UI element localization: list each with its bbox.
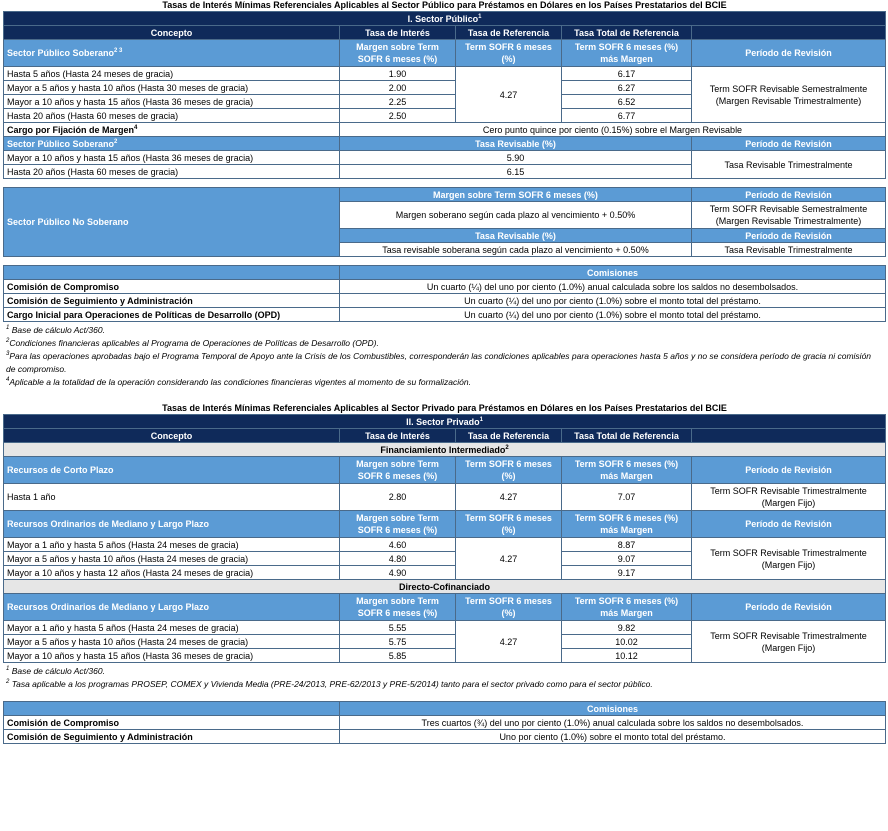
soberano2-label: Sector Público Soberano$^2$ <box>4 137 340 151</box>
table-row: Mayor a 1 año y hasta 5 años (Hasta 24 meses de gracia) 4.60 4.27 8.87 Term SOFR Revisable Trimestralmente (Margen Fijo) <box>4 538 886 552</box>
note: $^3$Para las operaciones aprobadas bajo el Programa Temporal de Apoyo ante la Crisis de los Combustibles, corresponderán las condiciones aplicables para operaciones hasta 5 años y no se considera período de gracia ni comisión de compromiso. <box>6 351 872 374</box>
private-rates-table: Tasas de Interés Mínimas Referenciales Aplicables al Sector Privado para Préstamos en Dólares en los Países Prestatarios del BCIE II. Sector Privado$^1$ Concepto Tasa de Interés Tasa de Referencia Tasa Total de Referencia Financiamiento Intermediado$^2$ Recursos de Corto Plazo Margen sobre Term SOFR 6 meses (%) Term SOFR 6 meses (%) Term SOFR 6 meses (%) más Margen Período de Revisión Hasta 1 año 2.80 4.27 7.07 Term SOFR Revisable Trimestralmente (Margen Fijo) Recursos Ordinarios de Mediano y Largo Plazo Margen sobre Term SOFR 6 meses (%) Term SOFR 6 meses (%) Term SOFR 6 meses (%) más Margen Período de Revisión Mayor a 1 año y hasta 5 años (Hasta 24 meses de gracia) 4.60 4.27 8.87 Term SOFR Revisable Trimestralmente (Margen Fijo) Mayor a 5 años y hasta 10 años (Hasta 24 meses de gracia) 4.80 9.07 Mayor a 10 años y hasta 12 años (Hasta 24 meses de gracia) 4.90 9.17 Directo-Cofinanciado Recursos Ordinarios de Mediano y Largo Plazo Margen sobre Term SOFR 6 meses (%) Term SOFR 6 meses (%) Term SOFR 6 meses (%) más Margen Período de Revisión Mayor a 1 año y hasta 5 años (Hasta 24 meses de gracia) 5.55 4.27 9.82 Term SOFR Revisable Trimestralmente (Margen Fijo) Mayor a 5 años y hasta 10 años (Hasta 24 meses de gracia) 5.75 10.02 Mayor a 10 años y hasta 15 años (Hasta 36 meses de gracia) 5.85 10.12 <box>3 403 886 663</box>
public-comisiones-header: Comisiones <box>340 266 886 280</box>
note: $^2$ Tasa aplicable a los programas PROSEP, COMEX y Vivienda Media (PRE-24/2013, PRE-62/2013 y PRE-5/2014) tanto para el sector privado como para el sector público. <box>6 679 653 689</box>
table-row: Mayor a 1 año y hasta 5 años (Hasta 24 meses de gracia) 5.55 4.27 9.82 Term SOFR Revisable Trimestralmente (Margen Fijo) <box>4 621 886 635</box>
note: $^2$Condiciones financieras aplicables al Programa de Operaciones de Políticas de Desarrollo (OPD). <box>6 338 379 348</box>
directo-header: Directo-Cofinanciado <box>4 580 886 594</box>
soberano2-period-value: Tasa Revisable Trimestralmente <box>692 151 886 179</box>
soberano-col-ref: Term SOFR 6 meses (%) <box>456 40 562 67</box>
header-blank <box>692 26 886 40</box>
public-notes <box>6 324 876 389</box>
header-tasa: Tasa de Interés <box>340 26 456 40</box>
corto-label: Recursos de Corto Plazo <box>4 457 340 484</box>
table-row: Mayor a 10 años y hasta 15 años (Hasta 36 meses de gracia) 2.25 6.52 <box>4 95 886 109</box>
public-rates-table <box>3 0 886 179</box>
private-notes <box>6 665 876 691</box>
nosoberano-col-rate: Tasa Revisable (%) <box>340 229 692 243</box>
nosoberano-label: Sector Público No Soberano <box>4 188 340 257</box>
ordinarios1-label: Recursos Ordinarios de Mediano y Largo Plazo <box>4 511 340 538</box>
nosoberano-table <box>3 187 886 257</box>
private-section-header: II. Sector Privado$^1$ <box>4 415 886 429</box>
soberano-period-value: Term SOFR Revisable Semestralmente (Margen Revisable Trimestralmente) <box>692 67 886 123</box>
cargo-value: Cero punto quince por ciento (0.15%) sobre el Margen Revisable <box>340 123 886 137</box>
nosoberano-rate-value: Tasa revisable soberana según cada plazo al vencimiento + 0.50% <box>340 243 692 257</box>
private-title: Tasas de Interés Mínimas Referenciales Aplicables al Sector Privado para Préstamos en Dólares en los Países Prestatarios del BCIE <box>162 403 727 413</box>
table-row: Comisión de Compromiso Tres cuartos (¾) del uno por ciento (1.0%) anual calculada sobre los saldos no desembolsados. <box>4 716 886 730</box>
header-concepto: Concepto <box>4 26 340 40</box>
cargo-row: Cargo por Fijación de Margen$^4$ Cero punto quince por ciento (0.15%) sobre el Margen Revisable <box>4 123 886 137</box>
table-row: Hasta 20 años (Hasta 60 meses de gracia) 6.15 <box>4 165 886 179</box>
header-referencia: Tasa de Referencia <box>456 26 562 40</box>
table-row: Mayor a 10 años y hasta 15 años (Hasta 36 meses de gracia) 5.90 Tasa Revisable Trimestralmente <box>4 151 886 165</box>
note: $^1$ Base de cálculo Act/360. <box>6 666 105 676</box>
table-row: Mayor a 5 años y hasta 10 años (Hasta 30 meses de gracia) 2.00 6.27 <box>4 81 886 95</box>
soberano-label: Sector Público Soberano$^{2 3}$ <box>4 40 340 67</box>
table-row: Hasta 1 año 2.80 4.27 7.07 Term SOFR Revisable Trimestralmente (Margen Fijo) <box>4 484 886 511</box>
soberano-col-total: Term SOFR 6 meses (%) más Margen <box>562 40 692 67</box>
table-row: Mayor a 10 años y hasta 12 años (Hasta 24 meses de gracia) 4.90 9.17 <box>4 566 886 580</box>
table-row: Comisión de Seguimiento y Administración Uno por ciento (1.0%) sobre el monto total del préstamo. <box>4 730 886 744</box>
nosoberano-margin-value: Margen soberano según cada plazo al vencimiento + 0.50% <box>340 202 692 229</box>
table-row: Mayor a 10 años y hasta 15 años (Hasta 36 meses de gracia) 5.85 10.12 <box>4 649 886 663</box>
note: $^1$ Base de cálculo Act/360. <box>6 325 105 335</box>
table-row: Hasta 5 años (Hasta 24 meses de gracia) 1.90 4.27 6.17 Term SOFR Revisable Semestralmente (Margen Revisable Trimestralmente) <box>4 67 886 81</box>
table-row: Mayor a 5 años y hasta 10 años (Hasta 24 meses de gracia) 4.80 9.07 <box>4 552 886 566</box>
table-row: Comisión de Compromiso Un cuarto (¼) del uno por ciento (1.0%) anual calculada sobre los saldos no desembolsados. <box>4 280 886 294</box>
header-total: Tasa Total de Referencia <box>562 26 692 40</box>
soberano2-col-rate: Tasa Revisable (%) <box>340 137 692 151</box>
table-row: Comisión de Seguimiento y Administración Un cuarto (¼) del uno por ciento (1.0%) sobre el monto total del préstamo. <box>4 294 886 308</box>
soberano-col-period: Período de Revisión <box>692 40 886 67</box>
intermediado-header: Financiamiento Intermediado$^2$ <box>4 443 886 457</box>
table-row: Cargo Inicial para Operaciones de Políticas de Desarrollo (OPD) Un cuarto (¼) del uno por ciento (1.0%) sobre el monto total del préstamo. <box>4 308 886 322</box>
table-row: Mayor a 5 años y hasta 10 años (Hasta 24 meses de gracia) 5.75 10.02 <box>4 635 886 649</box>
private-comisiones-header: Comisiones <box>340 702 886 716</box>
ordinarios2-label: Recursos Ordinarios de Mediano y Largo Plazo <box>4 594 340 621</box>
nosoberano-period-value: Term SOFR Revisable Semestralmente (Margen Revisable Trimestralmente) <box>692 202 886 229</box>
nosoberano-col-period: Período de Revisión <box>692 188 886 202</box>
soberano-ref-value: 4.27 <box>456 67 562 123</box>
table-row: Hasta 20 años (Hasta 60 meses de gracia) 2.50 6.77 <box>4 109 886 123</box>
public-section-header: I. Sector Público$^1$ <box>4 12 886 26</box>
private-comisiones-table <box>3 701 886 744</box>
nosoberano-period2-value: Tasa Revisable Trimestralmente <box>692 243 886 257</box>
soberano2-col-period: Período de Revisión <box>692 137 886 151</box>
public-comisiones-table <box>3 265 886 322</box>
soberano-col-margin: Margen sobre Term SOFR 6 meses (%) <box>340 40 456 67</box>
nosoberano-col-period2: Período de Revisión <box>692 229 886 243</box>
nosoberano-col-margin: Margen sobre Term SOFR 6 meses (%) <box>340 188 692 202</box>
note: $^4$Aplicable a la totalidad de la operación considerando las condiciones financieras vigentes al momento de su formalización. <box>6 377 471 387</box>
public-title: Tasas de Interés Mínimas Referenciales Aplicables al Sector Público para Préstamos en Dólares en los Países Prestatarios del BCIE <box>162 0 727 10</box>
